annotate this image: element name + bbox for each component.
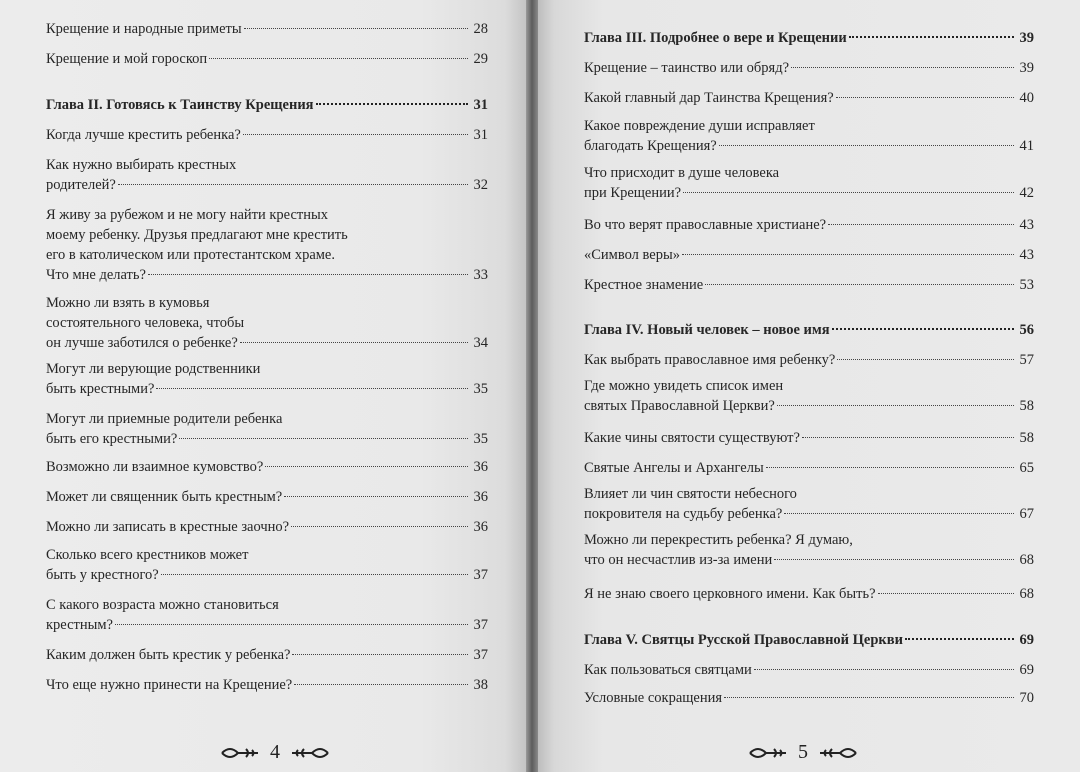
toc-chapter-heading xyxy=(584,630,1034,650)
toc-entry xyxy=(584,458,1034,478)
toc-page-number: 68 xyxy=(1019,552,1034,568)
dot-leader xyxy=(766,467,1014,468)
toc-entry-text: покровителя на судьбу ребенка? xyxy=(584,506,783,522)
toc-entry xyxy=(46,545,488,585)
toc-page-number: 29 xyxy=(473,51,488,67)
toc-entry-text: Что присходит в душе человека xyxy=(584,165,780,181)
toc-entry xyxy=(584,215,1034,235)
toc-entry-text: Влияет ли чин святости небесного xyxy=(584,486,797,502)
toc-entry-text: Что мне делать? xyxy=(46,267,146,283)
toc-entry-text: Святые Ангелы и Архангелы xyxy=(584,460,764,476)
toc-chapter-heading xyxy=(584,320,1034,340)
toc-page-number: 67 xyxy=(1019,506,1034,522)
toc-page-number: 37 xyxy=(473,617,488,633)
toc-entry xyxy=(584,116,1034,156)
dot-leader xyxy=(849,36,1014,38)
toc-entry xyxy=(46,205,488,285)
dot-leader xyxy=(777,405,1014,406)
toc-page-number: 40 xyxy=(1019,90,1034,106)
dot-leader xyxy=(294,684,468,685)
toc-entry-text: Крещение – таинство или обряд? xyxy=(584,60,790,76)
dot-leader xyxy=(265,466,468,467)
toc-page-number: 28 xyxy=(473,21,488,37)
toc-entry xyxy=(584,584,1034,604)
toc-page-number: 68 xyxy=(1019,586,1034,602)
dot-leader xyxy=(118,184,468,185)
toc-entry-text: Возможно ли взаимное кумовство? xyxy=(46,459,264,475)
ornament-icon xyxy=(748,745,788,761)
toc-page-number: 32 xyxy=(473,177,488,193)
toc-page-number: 36 xyxy=(473,519,488,535)
toc-entry-text: Что еще нужно принести на Крещение? xyxy=(46,677,293,693)
toc-page-number: 41 xyxy=(1019,138,1034,154)
toc-entry xyxy=(584,350,1034,370)
toc-entry-text: что он несчастлив из-за имени xyxy=(584,552,773,568)
dot-leader xyxy=(719,145,1014,146)
toc-page-number: 35 xyxy=(473,431,488,447)
toc-entry xyxy=(584,376,1034,416)
toc-entry-text: Крещение и мой гороскоп xyxy=(46,51,208,67)
toc-entry-text: Где можно увидеть список имен xyxy=(584,378,784,394)
dot-leader xyxy=(802,437,1014,438)
toc-entry xyxy=(46,155,488,195)
toc-page-number: 31 xyxy=(473,97,488,113)
toc-entry xyxy=(584,688,1034,708)
dot-leader xyxy=(316,103,468,105)
toc-entry-text: Глава II. Готовясь к Таинству Крещения xyxy=(46,97,314,113)
folio-number: 4 xyxy=(270,741,280,763)
toc-page-number: 69 xyxy=(1019,632,1034,648)
toc-entry-text: состоятельного человека, чтобы xyxy=(46,315,245,331)
ornament-icon xyxy=(290,745,330,761)
toc-entry-text: святых Православной Церкви? xyxy=(584,398,775,414)
toc-entry-text: Глава IV. Новый человек – новое имя xyxy=(584,322,830,338)
toc-page-number: 57 xyxy=(1019,352,1034,368)
dot-leader xyxy=(115,624,468,625)
toc-entry-text: Могут ли верующие родственники xyxy=(46,361,261,377)
toc-page-number: 42 xyxy=(1019,185,1034,201)
dot-leader xyxy=(905,638,1014,640)
toc-page-number: 56 xyxy=(1019,322,1034,338)
dot-leader xyxy=(837,359,1014,360)
toc-entry xyxy=(584,530,1034,570)
ornament-icon xyxy=(818,745,858,761)
toc-entry xyxy=(46,409,488,449)
toc-entry-text: «Символ веры» xyxy=(584,247,680,263)
toc-entry xyxy=(584,660,1034,680)
dot-leader xyxy=(724,697,1014,698)
toc-entry-text: Может ли священник быть крестным? xyxy=(46,489,283,505)
toc-entry-text: крестным? xyxy=(46,617,113,633)
toc-page-number: 38 xyxy=(473,677,488,693)
dot-leader xyxy=(754,669,1014,670)
toc-entry-text: быть крестными? xyxy=(46,381,155,397)
dot-leader xyxy=(243,134,468,135)
right-page xyxy=(538,0,1080,772)
toc-page-number: 39 xyxy=(1019,30,1034,46)
toc-entry xyxy=(46,293,488,353)
dot-leader xyxy=(683,192,1014,193)
toc-entry xyxy=(584,163,1034,203)
toc-entry-text: Можно ли взять в кумовья xyxy=(46,295,210,311)
toc-entry-text: Глава III. Подробнее о вере и Крещении xyxy=(584,30,847,46)
dot-leader xyxy=(784,513,1014,514)
toc-page-number: 39 xyxy=(1019,60,1034,76)
toc-entry-text: Во что верят православные христиане? xyxy=(584,217,827,233)
toc-entry-text: благодать Крещения? xyxy=(584,138,717,154)
toc-page-number: 58 xyxy=(1019,430,1034,446)
dot-leader xyxy=(705,284,1014,285)
toc-entry-text: моему ребенку. Друзья предлагают мне крестить xyxy=(46,227,348,243)
toc-entry-text: Крещение и народные приметы xyxy=(46,21,242,37)
toc-page-number: 35 xyxy=(473,381,488,397)
toc-entry xyxy=(584,58,1034,78)
toc-entry-text: С какого возраста можно становиться xyxy=(46,597,279,613)
toc-entry xyxy=(46,645,488,665)
toc-entry-text: Я не знаю своего церковного имени. Как быть? xyxy=(584,586,876,602)
toc-entry-text: Как пользоваться святцами xyxy=(584,662,752,678)
toc-entry-text: он лучше заботился о ребенке? xyxy=(46,335,238,351)
toc-page-number: 36 xyxy=(473,489,488,505)
dot-leader xyxy=(774,559,1014,560)
toc-entry xyxy=(46,49,488,69)
toc-entry-text: Какое повреждение души исправляет xyxy=(584,118,815,134)
dot-leader xyxy=(292,654,468,655)
toc-entry xyxy=(46,457,488,477)
toc-entry xyxy=(46,19,488,39)
toc-entry-text: Крестное знамение xyxy=(584,277,704,293)
toc-page-number: 43 xyxy=(1019,247,1034,263)
toc-entry-text: его в католическом или протестантском храме. xyxy=(46,247,335,263)
toc-entry-text: Как нужно выбирать крестных xyxy=(46,157,237,173)
toc-entry-text: при Крещении? xyxy=(584,185,682,201)
dot-leader xyxy=(240,342,468,343)
dot-leader xyxy=(836,97,1014,98)
toc-page-number: 69 xyxy=(1019,662,1034,678)
toc-page-number: 36 xyxy=(473,459,488,475)
toc-entry xyxy=(46,359,488,399)
dot-leader xyxy=(179,438,468,439)
left-page xyxy=(0,0,526,772)
toc-entry xyxy=(584,275,1034,295)
toc-page-number: 37 xyxy=(473,647,488,663)
toc-entry xyxy=(46,675,488,695)
toc-entry-text: Каким должен быть крестик у ребенка? xyxy=(46,647,291,663)
toc-entry-text: Глава V. Святцы Русской Православной Церкви xyxy=(584,632,903,648)
page-number-left xyxy=(220,741,330,764)
toc-entry-text: родителей? xyxy=(46,177,116,193)
toc-page-number: 33 xyxy=(473,267,488,283)
dot-leader xyxy=(291,526,468,527)
page-number-right xyxy=(748,741,858,764)
dot-leader xyxy=(682,254,1014,255)
dot-leader xyxy=(878,593,1014,594)
toc-entry-text: Можно ли перекрестить ребенка? Я думаю, xyxy=(584,532,853,548)
dot-leader xyxy=(161,574,468,575)
folio-number: 5 xyxy=(798,741,808,763)
toc-page-number: 34 xyxy=(473,335,488,351)
toc-entry-text: Когда лучше крестить ребенка? xyxy=(46,127,241,143)
toc-entry-text: Сколько всего крестников может xyxy=(46,547,249,563)
toc-entry xyxy=(46,125,488,145)
toc-entry-text: Можно ли записать в крестные заочно? xyxy=(46,519,290,535)
ornament-icon xyxy=(220,745,260,761)
book-gutter xyxy=(526,0,538,772)
toc-entry-text: быть у крестного? xyxy=(46,567,159,583)
toc-page-number: 70 xyxy=(1019,690,1034,706)
dot-leader xyxy=(284,496,468,497)
toc-entry-text: Какие чины святости существуют? xyxy=(584,430,800,446)
dot-leader xyxy=(148,274,468,275)
toc-entry xyxy=(46,517,488,537)
toc-entry-text: Как выбрать православное имя ребенку? xyxy=(584,352,836,368)
toc-entry xyxy=(46,595,488,635)
toc-entry xyxy=(584,88,1034,108)
toc-page-number: 58 xyxy=(1019,398,1034,414)
toc-entry-text: Условные сокращения xyxy=(584,690,723,706)
dot-leader xyxy=(209,58,468,59)
dot-leader xyxy=(156,388,468,389)
toc-page-number: 31 xyxy=(473,127,488,143)
toc-entry xyxy=(46,487,488,507)
toc-chapter-heading xyxy=(46,95,488,115)
dot-leader xyxy=(791,67,1014,68)
dot-leader xyxy=(244,28,468,29)
toc-page-number: 37 xyxy=(473,567,488,583)
toc-entry-text: Могут ли приемные родители ребенка xyxy=(46,411,283,427)
toc-chapter-heading xyxy=(584,28,1034,48)
toc-entry xyxy=(584,428,1034,448)
toc-entry-text: быть его крестными? xyxy=(46,431,178,447)
toc-entry-text: Какой главный дар Таинства Крещения? xyxy=(584,90,834,106)
toc-entry-text: Я живу за рубежом и не могу найти крестных xyxy=(46,207,329,223)
dot-leader xyxy=(832,328,1014,330)
toc-entry xyxy=(584,484,1034,524)
toc-page-number: 53 xyxy=(1019,277,1034,293)
toc-page-number: 65 xyxy=(1019,460,1034,476)
toc-page-number: 43 xyxy=(1019,217,1034,233)
dot-leader xyxy=(828,224,1014,225)
toc-entry xyxy=(584,245,1034,265)
